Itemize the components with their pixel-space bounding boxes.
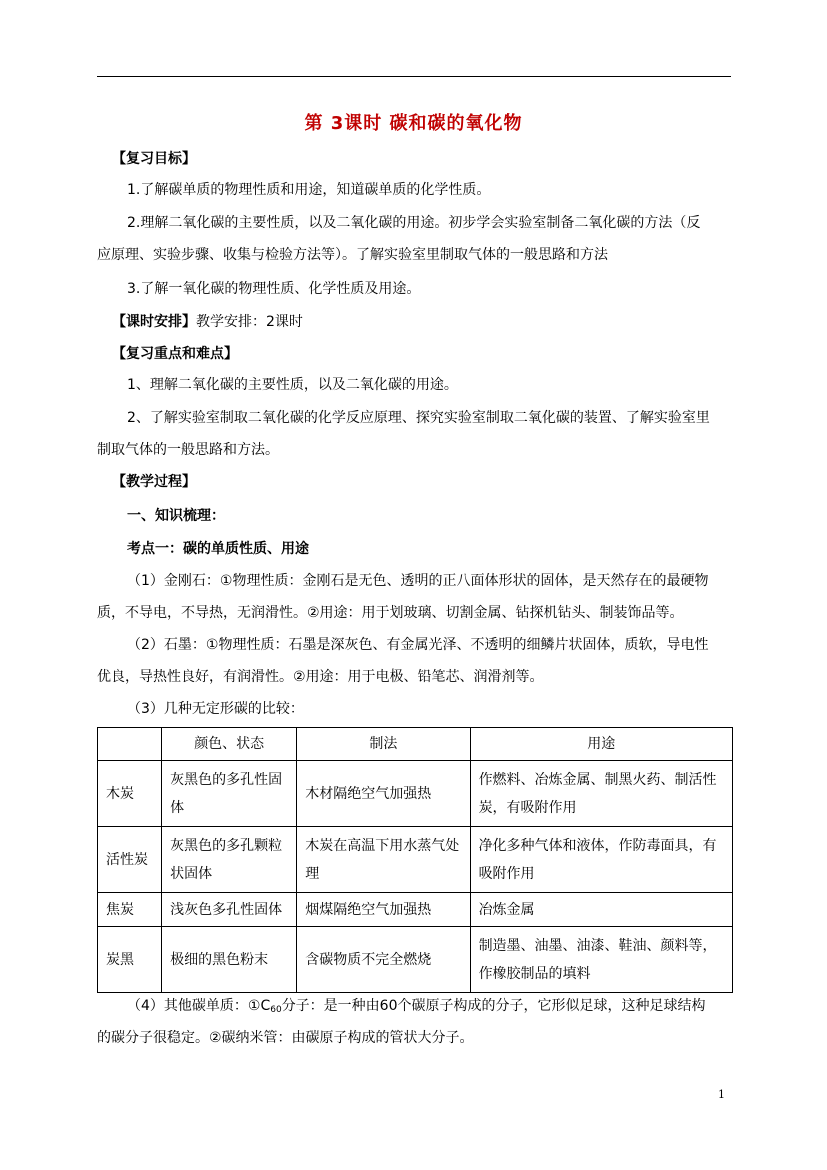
process-heading: 【教学过程】 <box>112 474 196 490</box>
table-row <box>98 927 733 993</box>
goal-2-line-2: 应原理、实验步骤、收集与检验方法等）。了解实验室里制取气体的一般思路和方法 <box>97 247 608 263</box>
goal-2-line-1: 2.理解二氧化碳的主要性质，以及二氧化碳的用途。初步学会实验室制备二氧化碳的方法（反 <box>127 215 701 231</box>
page-title: 第 3课时 碳和碳的氧化物 <box>304 113 523 134</box>
table-cell-color: 灰黑色的多孔性固体 <box>162 761 297 827</box>
keypoint-1: 1、理解二氧化碳的主要性质，以及二氧化碳的用途。 <box>127 377 458 393</box>
graphite-line-1: （2）石墨：①物理性质：石墨是深灰色、有金属光泽、不透明的细鳞片状固体，质软，导电性 <box>127 637 709 653</box>
schedule-heading: 【课时安排】 <box>112 314 196 330</box>
keypoints-heading: 【复习重点和难点】 <box>112 346 238 362</box>
diamond-line-2: 质，不导电，不导热，无润滑性。②用途：用于划玻璃、切割金属、钻探机钻头、制装饰品等。 <box>97 605 684 621</box>
table-header-cell: 颜色、状态 <box>162 728 297 761</box>
table-cell-use: 制造墨、油墨、油漆、鞋油、颜料等，作橡胶制品的填料 <box>470 927 732 993</box>
kaodian-1-heading: 考点一：碳的单质性质、用途 <box>127 541 309 557</box>
table-cell-name: 焦炭 <box>98 893 162 927</box>
table-header-cell: 用途 <box>470 728 732 761</box>
schedule-text: 教学安排：2课时 <box>196 314 303 330</box>
table-row <box>98 761 733 827</box>
keypoint-2-line-1: 2、了解实验室制取二氧化碳的化学反应原理、探究实验室制取二氧化碳的装置、了解实验室里 <box>127 410 710 426</box>
page-number: 1 <box>718 1088 725 1101</box>
c60-subscript: 60 <box>270 1005 282 1015</box>
goal-1: 1.了解碳单质的物理性质和用途，知道碳单质的化学性质。 <box>127 182 491 198</box>
table-cell-name: 活性炭 <box>98 827 162 893</box>
table-cell-color: 浅灰色多孔性固体 <box>162 893 297 927</box>
table-cell-method: 木材隔绝空气加强热 <box>297 761 470 827</box>
table-row <box>98 827 733 893</box>
header-rule <box>97 76 731 77</box>
table-cell-name: 木炭 <box>98 761 162 827</box>
table-header-cell <box>98 728 162 761</box>
section-1-heading: 一、知识梳理： <box>127 508 225 524</box>
other-carbon-line-2: 的碳分子很稳定。②碳纳米管：由碳原子构成的管状大分子。 <box>97 1030 474 1046</box>
other-carbon-line-1 <box>97 996 731 1016</box>
table-cell-use: 作燃料、冶炼金属、制黑火药、制活性炭，有吸附作用 <box>470 761 732 827</box>
other-carbon-suffix: 分子：是一种由60个碳原子构成的分子，它形似足球，这种足球结构 <box>281 998 706 1014</box>
schedule-line <box>112 312 746 332</box>
table-row <box>98 893 733 927</box>
table-header-cell: 制法 <box>297 728 470 761</box>
table-cell-use: 冶炼金属 <box>470 893 732 927</box>
graphite-line-2: 优良，导热性良好，有润滑性。②用途：用于电极、铅笔芯、润滑剂等。 <box>97 669 544 685</box>
table-cell-color: 灰黑色的多孔颗粒状固体 <box>162 827 297 893</box>
table-cell-use: 净化多种气体和液体，作防毒面具，有吸附作用 <box>470 827 732 893</box>
goals-heading: 【复习目标】 <box>112 151 196 167</box>
table-cell-name: 炭黑 <box>98 927 162 993</box>
table-header-row <box>98 728 733 761</box>
table-cell-method: 烟煤隔绝空气加强热 <box>297 893 470 927</box>
amorphous-carbon-table <box>97 727 733 993</box>
keypoint-2-line-2: 制取气体的一般思路和方法。 <box>97 442 279 458</box>
table-cell-method: 含碳物质不完全燃烧 <box>297 927 470 993</box>
amorphous-carbon-intro: （3）几种无定形碳的比较： <box>127 701 304 717</box>
goal-3: 3.了解一氧化碳的物理性质、化学性质及用途。 <box>127 281 421 297</box>
table-cell-color: 极细的黑色粉末 <box>162 927 297 993</box>
table-cell-method: 木炭在高温下用水蒸气处理 <box>297 827 470 893</box>
other-carbon-prefix: （4）其他碳单质：①C <box>127 998 271 1014</box>
diamond-line-1: （1）金刚石：①物理性质：金刚石是无色、透明的正八面体形状的固体，是天然存在的最硬物 <box>127 573 709 589</box>
